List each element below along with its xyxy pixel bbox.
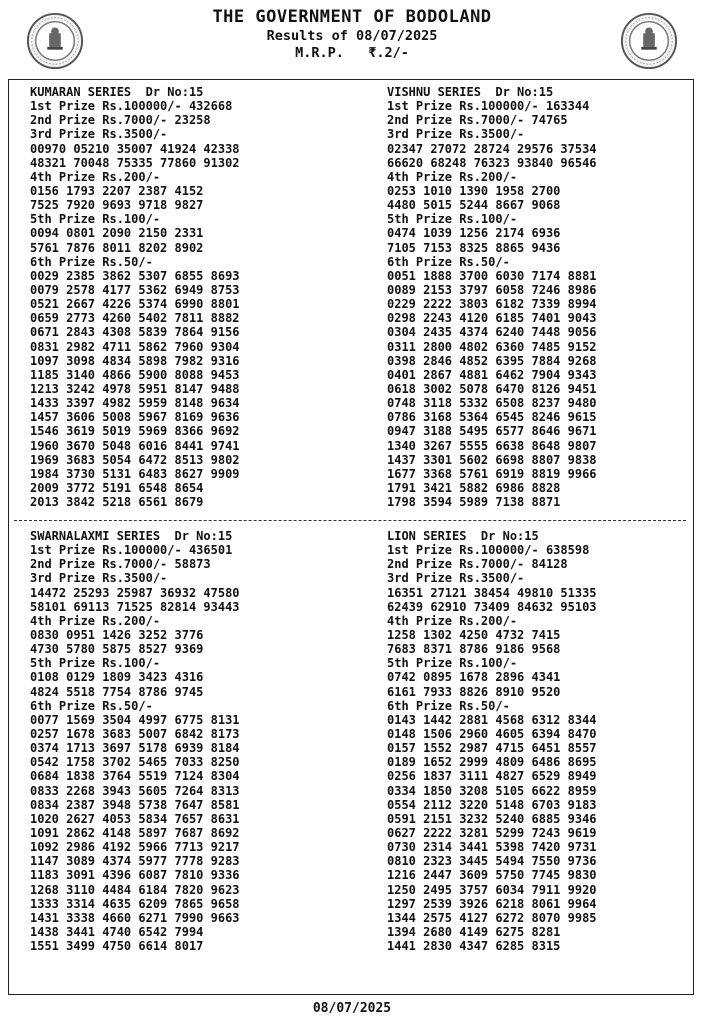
- result-line: 0256 1837 3111 4827 6529 8949: [387, 769, 597, 784]
- result-line: 0051 1888 3700 6030 7174 8881: [387, 268, 597, 283]
- result-line: 1551 3499 4750 6614 8017: [30, 939, 204, 954]
- result-line: 1250 2495 3757 6034 7911 9920: [387, 882, 597, 897]
- swarnalaxmi-series-block: [30, 529, 240, 953]
- result-line: 4th Prize Rs.200/-: [387, 169, 518, 184]
- result-line: 4th Prize Rs.200/-: [387, 613, 518, 628]
- result-line: 0229 2222 3803 6182 7339 8994: [387, 297, 597, 312]
- result-line: 6th Prize Rs.50/-: [387, 254, 510, 269]
- result-line: 0374 1713 3697 5178 6939 8184: [30, 741, 240, 756]
- result-line: 0474 1039 1256 2174 6936: [387, 226, 561, 241]
- result-line: 6161 7933 8826 8910 9520: [387, 684, 561, 699]
- result-line: 1020 2627 4053 5834 7657 8631: [30, 811, 240, 826]
- result-line: 7105 7153 8325 8865 9436: [387, 240, 561, 255]
- result-line: 5th Prize Rs.100/-: [30, 656, 161, 671]
- result-line: 1216 2447 3609 5750 7745 9830: [387, 868, 597, 883]
- result-line: 0618 3002 5078 6470 8126 9451: [387, 381, 597, 396]
- result-line: 5th Prize Rs.100/-: [30, 212, 161, 227]
- result-line: 1431 3338 4660 6271 7990 9663: [30, 910, 240, 925]
- result-line: 1437 3301 5602 6698 8807 9838: [387, 452, 597, 467]
- results-date: Results of 08/07/2025: [266, 28, 438, 44]
- mrp-price: M.R.P. ₹.2/-: [295, 45, 409, 61]
- result-line: 0627 2222 3281 5299 7243 9619: [387, 825, 597, 840]
- result-line: 0029 2385 3862 5307 6855 8693: [30, 268, 240, 283]
- result-line: 0554 2112 3220 5148 6703 9183: [387, 797, 597, 812]
- result-line: 1969 3683 5054 6472 8513 9802: [30, 452, 240, 467]
- series-title: LION SERIES Dr No:15: [387, 529, 539, 543]
- result-line: 0730 2314 3441 5398 7420 9731: [387, 840, 597, 855]
- result-line: 02347 27072 28724 29576 37534: [387, 141, 597, 156]
- kumaran-series-block: [30, 85, 240, 509]
- result-line: 1297 2539 3926 6218 8061 9964: [387, 896, 597, 911]
- result-line: 1394 2680 4149 6275 8281: [387, 924, 561, 939]
- result-line: 0834 2387 3948 5738 7647 8581: [30, 797, 240, 812]
- result-line: 0786 3168 5364 6545 8246 9615: [387, 410, 597, 425]
- page-title: THE GOVERNMENT OF BODOLAND: [212, 7, 492, 27]
- result-line: 1433 3397 4982 5959 8148 9634: [30, 396, 240, 411]
- result-line: 0810 2323 3445 5494 7550 9736: [387, 854, 597, 869]
- lion-series-block: [387, 529, 597, 953]
- result-line: 2nd Prize Rs.7000/- 58873: [30, 557, 211, 572]
- result-line: 0108 0129 1809 3423 4316: [30, 670, 204, 685]
- result-line: 0189 1652 2999 4809 6486 8695: [387, 755, 597, 770]
- series-title: SWARNALAXMI SERIES Dr No:15: [30, 529, 233, 543]
- result-line: 0542 1758 3702 5465 7033 8250: [30, 755, 240, 770]
- result-line: 0659 2773 4260 5402 7811 8882: [30, 311, 240, 326]
- result-line: 0157 1552 2987 4715 6451 8557: [387, 741, 597, 756]
- series-title: VISHNU SERIES Dr No:15: [387, 85, 554, 99]
- result-line: 1183 3091 4396 6087 7810 9336: [30, 868, 240, 883]
- result-line: 62439 62910 73409 84632 95103: [387, 599, 597, 614]
- result-line: 1457 3606 5008 5967 8169 9636: [30, 410, 240, 425]
- result-line: 5761 7876 8011 8202 8902: [30, 240, 204, 255]
- result-line: 0143 1442 2881 4568 6312 8344: [387, 712, 597, 727]
- result-line: 0401 2867 4881 6462 7904 9343: [387, 367, 597, 382]
- result-line: 48321 70048 75335 77860 91302: [30, 155, 240, 170]
- result-line: 0591 2151 3232 5240 6885 9346: [387, 811, 597, 826]
- result-line: 1st Prize Rs.100000/- 638598: [387, 543, 590, 558]
- page-header: [0, 6, 704, 62]
- result-line: 1791 3421 5882 6986 8828: [387, 480, 561, 495]
- result-line: 0257 1678 3683 5007 6842 8173: [30, 726, 240, 741]
- result-line: 1097 3098 4834 5898 7982 9316: [30, 353, 240, 368]
- result-line: 4th Prize Rs.200/-: [30, 169, 161, 184]
- result-line: 0311 2800 4802 6360 7485 9152: [387, 339, 597, 354]
- result-line: 0833 2268 3943 5605 7264 8313: [30, 783, 240, 798]
- result-line: 1441 2830 4347 6285 8315: [387, 939, 561, 954]
- result-line: 1147 3089 4374 5977 7778 9283: [30, 854, 240, 869]
- result-line: 6th Prize Rs.50/-: [387, 698, 510, 713]
- result-line: 2013 3842 5218 6561 8679: [30, 495, 204, 510]
- result-line: 1st Prize Rs.100000/- 432668: [30, 99, 233, 114]
- result-line: 0671 2843 4308 5839 7864 9156: [30, 325, 240, 340]
- result-line: 0253 1010 1390 1958 2700: [387, 183, 561, 198]
- result-line: 4824 5518 7754 8786 9745: [30, 684, 204, 699]
- result-line: 0094 0801 2090 2150 2331: [30, 226, 204, 241]
- result-line: 1344 2575 4127 6272 8070 9985: [387, 910, 597, 925]
- vishnu-series-block: [387, 85, 597, 509]
- result-line: 2nd Prize Rs.7000/- 74765: [387, 113, 568, 128]
- result-line: 0304 2435 4374 6240 7448 9056: [387, 325, 597, 340]
- result-line: 0334 1850 3208 5105 6622 8959: [387, 783, 597, 798]
- result-line: 0156 1793 2207 2387 4152: [30, 183, 204, 198]
- result-line: 0521 2667 4226 5374 6990 8801: [30, 297, 240, 312]
- result-line: 1213 3242 4978 5951 8147 9488: [30, 381, 240, 396]
- result-line: 1st Prize Rs.100000/- 436501: [30, 543, 233, 558]
- result-line: 1091 2862 4148 5897 7687 8692: [30, 825, 240, 840]
- series-title: KUMARAN SERIES Dr No:15: [30, 85, 204, 99]
- result-line: 0748 3118 5332 6508 8237 9480: [387, 396, 597, 411]
- result-line: 1258 1302 4250 4732 7415: [387, 627, 561, 642]
- result-line: 1st Prize Rs.100000/- 163344: [387, 99, 590, 114]
- result-line: 6th Prize Rs.50/-: [30, 254, 153, 269]
- result-line: 4730 5780 5875 8527 9369: [30, 642, 204, 657]
- result-line: 1340 3267 5555 6638 8648 9807: [387, 438, 597, 453]
- result-line: 5th Prize Rs.100/-: [387, 212, 518, 227]
- result-line: 1984 3730 5131 6483 8627 9909: [30, 466, 240, 481]
- result-line: 1677 3368 5761 6919 8819 9966: [387, 466, 597, 481]
- result-line: 3rd Prize Rs.3500/-: [387, 127, 525, 142]
- result-line: 7525 7920 9693 9718 9827: [30, 198, 204, 213]
- result-line: 3rd Prize Rs.3500/-: [30, 127, 168, 142]
- result-line: 14472 25293 25987 36932 47580: [30, 585, 240, 600]
- result-line: 1185 3140 4866 5900 8088 9453: [30, 367, 240, 382]
- result-line: 0947 3188 5495 6577 8646 9671: [387, 424, 597, 439]
- result-line: 1092 2986 4192 5966 7713 9217: [30, 840, 240, 855]
- result-line: 4th Prize Rs.200/-: [30, 613, 161, 628]
- result-line: 1333 3314 4635 6209 7865 9658: [30, 896, 240, 911]
- result-line: 2nd Prize Rs.7000/- 23258: [30, 113, 211, 128]
- result-line: 0398 2846 4852 6395 7884 9268: [387, 353, 597, 368]
- result-line: 1438 3441 4740 6542 7994: [30, 924, 204, 939]
- result-line: 0684 1838 3764 5519 7124 8304: [30, 769, 240, 784]
- result-line: 3rd Prize Rs.3500/-: [387, 571, 525, 586]
- result-line: 2nd Prize Rs.7000/- 84128: [387, 557, 568, 572]
- result-line: 0089 2153 3797 6058 7246 8986: [387, 282, 597, 297]
- footer-date: 08/07/2025: [312, 1001, 392, 1016]
- section-divider: [14, 520, 686, 521]
- result-line: 0077 1569 3504 4997 6775 8131: [30, 712, 240, 727]
- result-line: 58101 69113 71525 82814 93443: [30, 599, 240, 614]
- result-line: 5th Prize Rs.100/-: [387, 656, 518, 671]
- result-line: 00970 05210 35007 41924 42338: [30, 141, 240, 156]
- result-line: 1960 3670 5048 6016 8441 9741: [30, 438, 240, 453]
- result-line: 2009 3772 5191 6548 8654: [30, 480, 204, 495]
- result-line: 0148 1506 2960 4605 6394 8470: [387, 726, 597, 741]
- result-line: 0830 0951 1426 3252 3776: [30, 627, 204, 642]
- result-line: 0079 2578 4177 5362 6949 8753: [30, 282, 240, 297]
- result-line: 0298 2243 4120 6185 7401 9043: [387, 311, 597, 326]
- result-line: 16351 27121 38454 49810 51335: [387, 585, 597, 600]
- result-line: 4480 5015 5244 8667 9068: [387, 198, 561, 213]
- result-line: 6th Prize Rs.50/-: [30, 698, 153, 713]
- result-line: 1268 3110 4484 6184 7820 9623: [30, 882, 240, 897]
- result-line: 1798 3594 5989 7138 8871: [387, 495, 561, 510]
- result-line: 3rd Prize Rs.3500/-: [30, 571, 168, 586]
- result-line: 66620 68248 76323 93840 96546: [387, 155, 597, 170]
- result-line: 1546 3619 5019 5969 8366 9692: [30, 424, 240, 439]
- result-line: 0742 0895 1678 2896 4341: [387, 670, 561, 685]
- result-line: 7683 8371 8786 9186 9568: [387, 642, 561, 657]
- result-line: 0831 2982 4711 5862 7960 9304: [30, 339, 240, 354]
